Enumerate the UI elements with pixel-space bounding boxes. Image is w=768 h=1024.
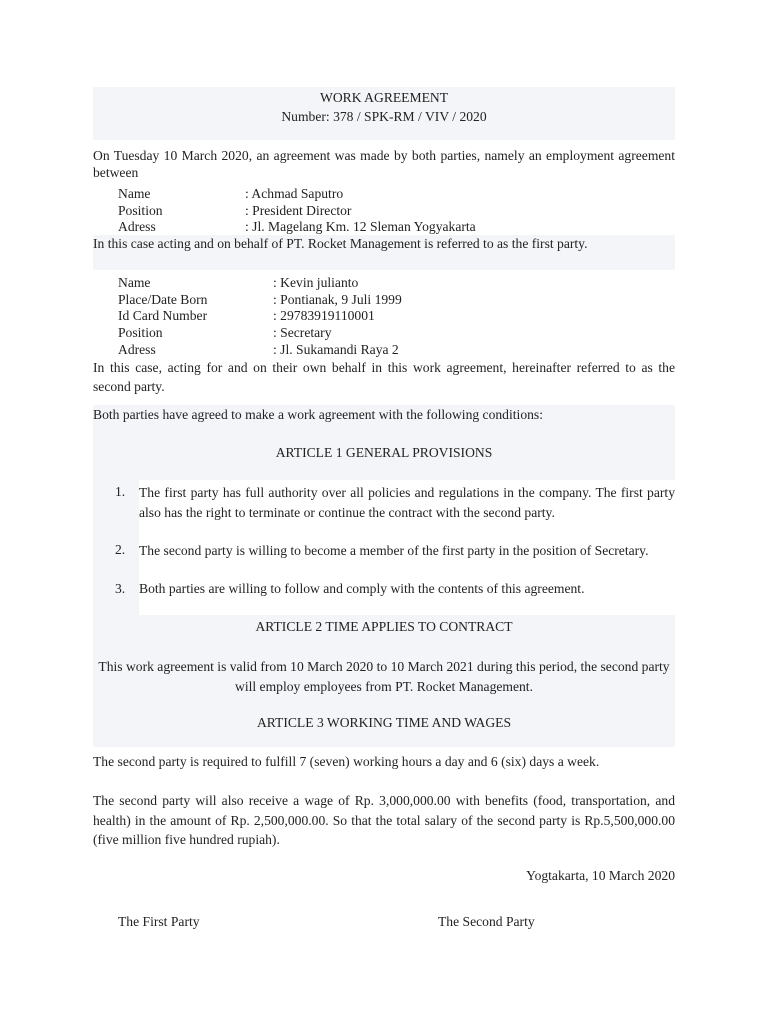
field-label: Name (118, 275, 151, 290)
list-item: The first party has full authority over all policies and regulations in the company. The first party also has the right to terminate or continue the contract with the second party. (139, 485, 675, 520)
list-number: 2. (115, 542, 126, 557)
first-party-signature-label: The First Party (118, 914, 200, 929)
field-value: : Pontianak, 9 Juli 1999 (273, 292, 402, 307)
place-date: Yogtakarta, 10 March 2020 (526, 868, 675, 883)
field-label: Position (118, 203, 163, 218)
field-value: : Jl. Sukamandi Raya 2 (273, 342, 399, 357)
list-number: 1. (115, 484, 126, 499)
article2-title: ARTICLE 2 TIME APPLIES TO CONTRACT (255, 619, 513, 634)
field-label: Adress (118, 219, 156, 234)
article3-title: ARTICLE 3 WORKING TIME AND WAGES (256, 715, 512, 730)
field-label: Position (118, 325, 163, 340)
field-value: : Kevin julianto (273, 275, 359, 290)
field-label: Id Card Number (118, 308, 208, 323)
field-value: : 29783919110001 (273, 308, 375, 323)
document-title: WORK AGREEMENT (320, 90, 448, 105)
conditions-intro: Both parties have agreed to make a work agreement with the following conditions: (93, 407, 543, 422)
second-party-statement: In this case, acting for and on their own behalf in this work agreement, hereinafter referred to as the second party. (93, 360, 675, 394)
field-value: : Jl. Magelang Km. 12 Sleman Yogyakarta (245, 219, 476, 234)
first-party-statement: In this case acting and on behalf of PT. Rocket Management is referred to as the first party. (93, 236, 588, 251)
list-number: 3. (115, 581, 126, 596)
article3-wage: The second party will also receive a wage of Rp. 3,000,000.00 with benefits (food, transportation, and health) in the amount of Rp. 2,500,000.00. So that the total salary of the second party is Rp.5,500,000.00 (five million five hundred rupiah). (93, 793, 675, 847)
field-value: : Achmad Saputro (245, 186, 344, 201)
list-item: Both parties are willing to follow and comply with the contents of this agreement. (139, 581, 585, 596)
document-number: Number: 378 / SPK-RM / VIV / 2020 (281, 109, 487, 124)
intro-paragraph: On Tuesday 10 March 2020, an agreement was made by both parties, namely an employment agreement between (93, 148, 675, 180)
list-item: The second party is willing to become a member of the first party in the position of Secretary. (139, 543, 649, 558)
article3-hours: The second party is required to fulfill 7 (seven) working hours a day and 6 (six) days a week. (93, 754, 600, 769)
second-party-signature-label: The Second Party (438, 914, 535, 929)
article1-title: ARTICLE 1 GENERAL PROVISIONS (275, 445, 493, 460)
field-value: : Secretary (273, 325, 332, 340)
field-label: Adress (118, 342, 156, 357)
field-label: Name (118, 186, 151, 201)
field-value: : President Director (245, 203, 352, 218)
article2-text: This work agreement is valid from 10 March 2020 to 10 March 2021 during this period, the second party will employ employees from PT. Rocket Management. (98, 659, 670, 694)
field-label: Place/Date Born (118, 292, 208, 307)
